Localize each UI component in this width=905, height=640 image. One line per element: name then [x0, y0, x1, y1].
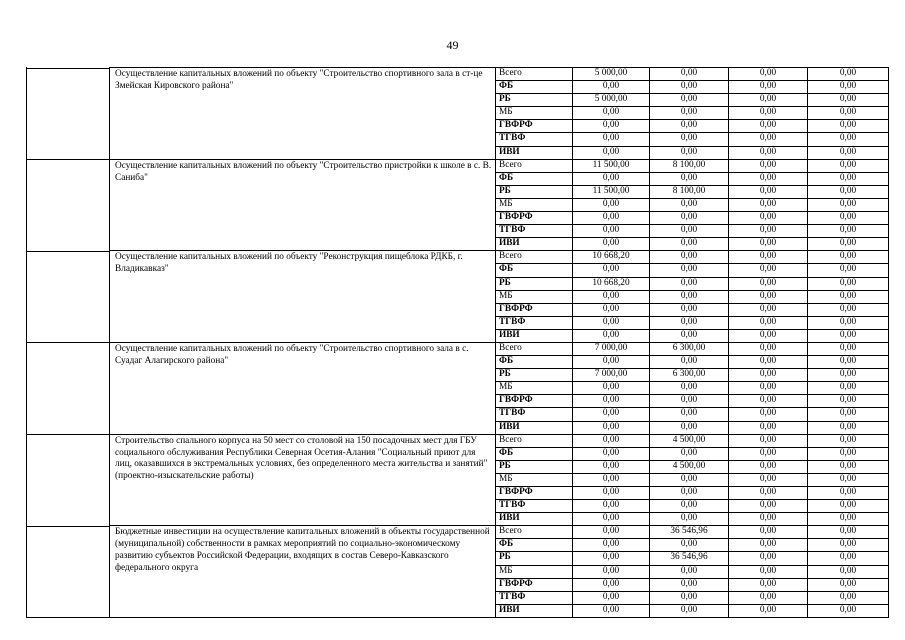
funding-source: ФБ	[496, 264, 573, 277]
amount-cell: 0,00	[573, 604, 650, 617]
amount-cell: 0,00	[808, 120, 889, 133]
project-description: Осуществление капитальных вложений по объекту "Строительство спортивного зала в ст-це Змейская Кировского района"	[110, 68, 496, 160]
funding-source: РБ	[496, 460, 573, 473]
funding-source: Всего	[496, 251, 573, 264]
amount-cell: 6 300,00	[650, 369, 729, 382]
funding-source: ИВИ	[496, 604, 573, 617]
amount-cell: 0,00	[729, 303, 808, 316]
page-number: 49	[446, 38, 459, 52]
funding-source: МБ	[496, 565, 573, 578]
funding-source: ФБ	[496, 81, 573, 94]
amount-cell: 0,00	[729, 290, 808, 303]
amount-cell: 0,00	[650, 565, 729, 578]
project-description: Строительство спального корпуса на 50 мест со столовой на 150 посадочных мест для ГБУ социального обслуживания Республики Северная Осетия-Алания "Социальный приют для лиц, оказавшихся в экстремальных условиях, без определенного места жительства и занятий" (проектно-изыскательские работы)	[110, 434, 496, 526]
amount-cell: 0,00	[729, 68, 808, 81]
amount-cell: 4 500,00	[650, 434, 729, 447]
funding-source: РБ	[496, 185, 573, 198]
budget-table	[109, 67, 889, 618]
project-description: Осуществление капитальных вложений по объекту "Строительство пристройки к школе в с. В. Саниба"	[110, 159, 496, 251]
amount-cell: 0,00	[729, 591, 808, 604]
amount-cell: 0,00	[729, 225, 808, 238]
amount-cell: 0,00	[573, 356, 650, 369]
amount-cell: 0,00	[729, 94, 808, 107]
amount-cell: 0,00	[650, 487, 729, 500]
amount-cell: 0,00	[808, 212, 889, 225]
amount-cell: 0,00	[650, 303, 729, 316]
amount-cell: 0,00	[729, 238, 808, 251]
amount-cell: 0,00	[729, 316, 808, 329]
amount-cell: 0,00	[650, 212, 729, 225]
funding-source: Всего	[496, 68, 573, 81]
amount-cell: 0,00	[650, 447, 729, 460]
amount-cell: 0,00	[808, 447, 889, 460]
amount-cell: 0,00	[573, 565, 650, 578]
amount-cell: 0,00	[729, 212, 808, 225]
amount-cell: 0,00	[573, 591, 650, 604]
funding-source: МБ	[496, 198, 573, 211]
funding-source: ФБ	[496, 356, 573, 369]
amount-cell: 0,00	[729, 421, 808, 434]
funding-source: РБ	[496, 552, 573, 565]
amount-cell: 8 100,00	[650, 185, 729, 198]
amount-cell: 7 000,00	[573, 369, 650, 382]
amount-cell: 0,00	[573, 487, 650, 500]
amount-cell: 0,00	[729, 356, 808, 369]
amount-cell: 0,00	[808, 591, 889, 604]
funding-source: МБ	[496, 473, 573, 486]
amount-cell: 0,00	[729, 578, 808, 591]
amount-cell: 0,00	[573, 552, 650, 565]
amount-cell: 10 668,20	[573, 277, 650, 290]
amount-cell: 0,00	[808, 329, 889, 342]
amount-cell: 0,00	[808, 382, 889, 395]
amount-cell: 0,00	[650, 133, 729, 146]
funding-source: ГВФРФ	[496, 578, 573, 591]
project-description: Осуществление капитальных вложений по объекту "Строительство спортивного зала в с. Суадаг Алагирского района"	[110, 342, 496, 434]
funding-source: ФБ	[496, 447, 573, 460]
funding-source: ТГВФ	[496, 316, 573, 329]
amount-cell: 0,00	[729, 120, 808, 133]
amount-cell: 5 000,00	[573, 68, 650, 81]
amount-cell: 0,00	[808, 578, 889, 591]
amount-cell: 0,00	[573, 382, 650, 395]
funding-source: РБ	[496, 277, 573, 290]
amount-cell: 0,00	[573, 526, 650, 539]
amount-cell: 0,00	[573, 421, 650, 434]
amount-cell: 0,00	[573, 133, 650, 146]
table-row	[110, 68, 889, 81]
amount-cell: 0,00	[573, 303, 650, 316]
amount-cell: 0,00	[729, 107, 808, 120]
amount-cell: 0,00	[729, 81, 808, 94]
amount-cell: 0,00	[573, 225, 650, 238]
amount-cell: 0,00	[729, 539, 808, 552]
amount-cell: 0,00	[650, 604, 729, 617]
amount-cell: 0,00	[573, 539, 650, 552]
funding-source: ТГВФ	[496, 225, 573, 238]
amount-cell: 0,00	[808, 539, 889, 552]
amount-cell: 7 000,00	[573, 342, 650, 355]
amount-cell: 0,00	[650, 329, 729, 342]
amount-cell: 0,00	[650, 172, 729, 185]
amount-cell: 0,00	[808, 526, 889, 539]
amount-cell: 0,00	[808, 342, 889, 355]
amount-cell: 0,00	[729, 604, 808, 617]
funding-source: ГВФРФ	[496, 212, 573, 225]
table-row	[110, 434, 889, 447]
funding-source: ТГВФ	[496, 591, 573, 604]
amount-cell: 0,00	[808, 421, 889, 434]
amount-cell: 0,00	[573, 264, 650, 277]
amount-cell: 0,00	[650, 395, 729, 408]
amount-cell: 0,00	[650, 107, 729, 120]
amount-cell: 0,00	[729, 395, 808, 408]
left-column-rule	[26, 159, 110, 160]
funding-source: РБ	[496, 94, 573, 107]
funding-source: ИВИ	[496, 513, 573, 526]
amount-cell: 0,00	[573, 513, 650, 526]
funding-source: ИВИ	[496, 146, 573, 159]
project-description: Осуществление капитальных вложений по объекту "Реконструкция пищеблока РДКБ, г. Владикавказ"	[110, 251, 496, 343]
funding-source: Всего	[496, 434, 573, 447]
amount-cell: 0,00	[729, 185, 808, 198]
amount-cell: 0,00	[808, 395, 889, 408]
funding-source: МБ	[496, 107, 573, 120]
amount-cell: 0,00	[573, 107, 650, 120]
left-column-rule	[26, 342, 110, 343]
amount-cell: 0,00	[573, 447, 650, 460]
amount-cell: 0,00	[729, 277, 808, 290]
amount-cell: 11 500,00	[573, 159, 650, 172]
amount-cell: 0,00	[573, 460, 650, 473]
left-column-rule	[26, 526, 110, 527]
funding-source: МБ	[496, 290, 573, 303]
amount-cell: 0,00	[650, 539, 729, 552]
amount-cell: 0,00	[573, 578, 650, 591]
amount-cell: 0,00	[729, 473, 808, 486]
amount-cell: 0,00	[650, 578, 729, 591]
funding-source: ГВФРФ	[496, 487, 573, 500]
amount-cell: 0,00	[650, 316, 729, 329]
funding-source: ГВФРФ	[496, 120, 573, 133]
amount-cell: 0,00	[729, 198, 808, 211]
amount-cell: 0,00	[808, 487, 889, 500]
amount-cell: 0,00	[808, 277, 889, 290]
amount-cell: 0,00	[573, 395, 650, 408]
funding-source: РБ	[496, 369, 573, 382]
amount-cell: 0,00	[808, 460, 889, 473]
amount-cell: 0,00	[650, 356, 729, 369]
amount-cell: 0,00	[573, 198, 650, 211]
amount-cell: 36 546,96	[650, 526, 729, 539]
amount-cell: 5 000,00	[573, 94, 650, 107]
amount-cell: 0,00	[729, 460, 808, 473]
funding-source: ИВИ	[496, 238, 573, 251]
amount-cell: 0,00	[808, 68, 889, 81]
amount-cell: 0,00	[808, 94, 889, 107]
amount-cell: 0,00	[573, 434, 650, 447]
amount-cell: 0,00	[650, 382, 729, 395]
amount-cell: 0,00	[729, 369, 808, 382]
amount-cell: 0,00	[573, 408, 650, 421]
amount-cell: 0,00	[573, 329, 650, 342]
amount-cell: 0,00	[573, 500, 650, 513]
amount-cell: 0,00	[808, 316, 889, 329]
amount-cell: 0,00	[573, 316, 650, 329]
amount-cell: 0,00	[808, 552, 889, 565]
amount-cell: 0,00	[808, 133, 889, 146]
amount-cell: 0,00	[729, 487, 808, 500]
amount-cell: 0,00	[808, 303, 889, 316]
amount-cell: 0,00	[729, 251, 808, 264]
amount-cell: 10 668,20	[573, 251, 650, 264]
amount-cell: 0,00	[650, 81, 729, 94]
table-row	[110, 342, 889, 355]
amount-cell: 36 546,96	[650, 552, 729, 565]
amount-cell: 0,00	[729, 329, 808, 342]
amount-cell: 8 100,00	[650, 159, 729, 172]
amount-cell: 4 500,00	[650, 460, 729, 473]
amount-cell: 0,00	[808, 565, 889, 578]
amount-cell: 0,00	[808, 172, 889, 185]
amount-cell: 0,00	[729, 146, 808, 159]
project-description: Бюджетные инвестиции на осуществление капитальных вложений в объекты государственной (муниципальной) собственности в рамках мероприятий по социально-экономическому развитию субъектов Российской Федерации, входящих в состав Северо-Кавказского федерального округа	[110, 526, 496, 618]
amount-cell: 0,00	[808, 185, 889, 198]
funding-source: Всего	[496, 526, 573, 539]
amount-cell: 0,00	[729, 565, 808, 578]
funding-source: ТГВФ	[496, 408, 573, 421]
amount-cell: 0,00	[808, 408, 889, 421]
amount-cell: 0,00	[808, 473, 889, 486]
amount-cell: 0,00	[808, 500, 889, 513]
amount-cell: 0,00	[650, 473, 729, 486]
funding-source: ТГВФ	[496, 133, 573, 146]
amount-cell: 0,00	[573, 290, 650, 303]
amount-cell: 0,00	[650, 513, 729, 526]
amount-cell: 0,00	[573, 120, 650, 133]
amount-cell: 0,00	[650, 277, 729, 290]
amount-cell: 0,00	[729, 526, 808, 539]
amount-cell: 0,00	[729, 264, 808, 277]
amount-cell: 0,00	[729, 342, 808, 355]
amount-cell: 0,00	[729, 434, 808, 447]
left-column-bottom-border	[26, 617, 110, 618]
amount-cell: 0,00	[808, 251, 889, 264]
left-column-rule	[26, 251, 110, 252]
amount-cell: 0,00	[650, 264, 729, 277]
amount-cell: 0,00	[650, 198, 729, 211]
amount-cell: 0,00	[650, 421, 729, 434]
amount-cell: 0,00	[808, 198, 889, 211]
amount-cell: 0,00	[808, 369, 889, 382]
funding-source: ГВФРФ	[496, 395, 573, 408]
amount-cell: 0,00	[650, 290, 729, 303]
amount-cell: 0,00	[650, 94, 729, 107]
amount-cell: 0,00	[573, 146, 650, 159]
table-row	[110, 526, 889, 539]
amount-cell: 0,00	[729, 159, 808, 172]
table-row	[110, 251, 889, 264]
funding-source: Всего	[496, 342, 573, 355]
amount-cell: 0,00	[729, 513, 808, 526]
amount-cell: 0,00	[808, 434, 889, 447]
amount-cell: 0,00	[808, 81, 889, 94]
amount-cell: 0,00	[808, 159, 889, 172]
funding-source: ФБ	[496, 539, 573, 552]
amount-cell: 0,00	[808, 107, 889, 120]
funding-source: ИВИ	[496, 421, 573, 434]
left-column-rule	[26, 68, 110, 69]
amount-cell: 0,00	[650, 408, 729, 421]
funding-source: ФБ	[496, 172, 573, 185]
amount-cell: 0,00	[808, 513, 889, 526]
amount-cell: 0,00	[650, 251, 729, 264]
amount-cell: 0,00	[808, 225, 889, 238]
amount-cell: 11 500,00	[573, 185, 650, 198]
amount-cell: 0,00	[573, 172, 650, 185]
amount-cell: 0,00	[808, 356, 889, 369]
amount-cell: 0,00	[808, 290, 889, 303]
amount-cell: 0,00	[650, 120, 729, 133]
amount-cell: 0,00	[729, 552, 808, 565]
amount-cell: 0,00	[573, 212, 650, 225]
funding-source: Всего	[496, 159, 573, 172]
amount-cell: 0,00	[729, 172, 808, 185]
funding-source: ИВИ	[496, 329, 573, 342]
amount-cell: 0,00	[729, 382, 808, 395]
amount-cell: 0,00	[573, 473, 650, 486]
funding-source: ТГВФ	[496, 500, 573, 513]
amount-cell: 0,00	[650, 225, 729, 238]
amount-cell: 0,00	[808, 238, 889, 251]
amount-cell: 0,00	[729, 500, 808, 513]
amount-cell: 0,00	[650, 500, 729, 513]
amount-cell: 0,00	[808, 146, 889, 159]
amount-cell: 0,00	[573, 238, 650, 251]
left-column-rule	[26, 434, 110, 435]
funding-source: ГВФРФ	[496, 303, 573, 316]
amount-cell: 6 300,00	[650, 342, 729, 355]
amount-cell: 0,00	[650, 238, 729, 251]
amount-cell: 0,00	[729, 447, 808, 460]
amount-cell: 0,00	[808, 604, 889, 617]
amount-cell: 0,00	[650, 146, 729, 159]
table-row	[110, 159, 889, 172]
amount-cell: 0,00	[650, 591, 729, 604]
amount-cell: 0,00	[573, 81, 650, 94]
amount-cell: 0,00	[729, 408, 808, 421]
amount-cell: 0,00	[729, 133, 808, 146]
amount-cell: 0,00	[650, 68, 729, 81]
amount-cell: 0,00	[808, 264, 889, 277]
funding-source: МБ	[496, 382, 573, 395]
